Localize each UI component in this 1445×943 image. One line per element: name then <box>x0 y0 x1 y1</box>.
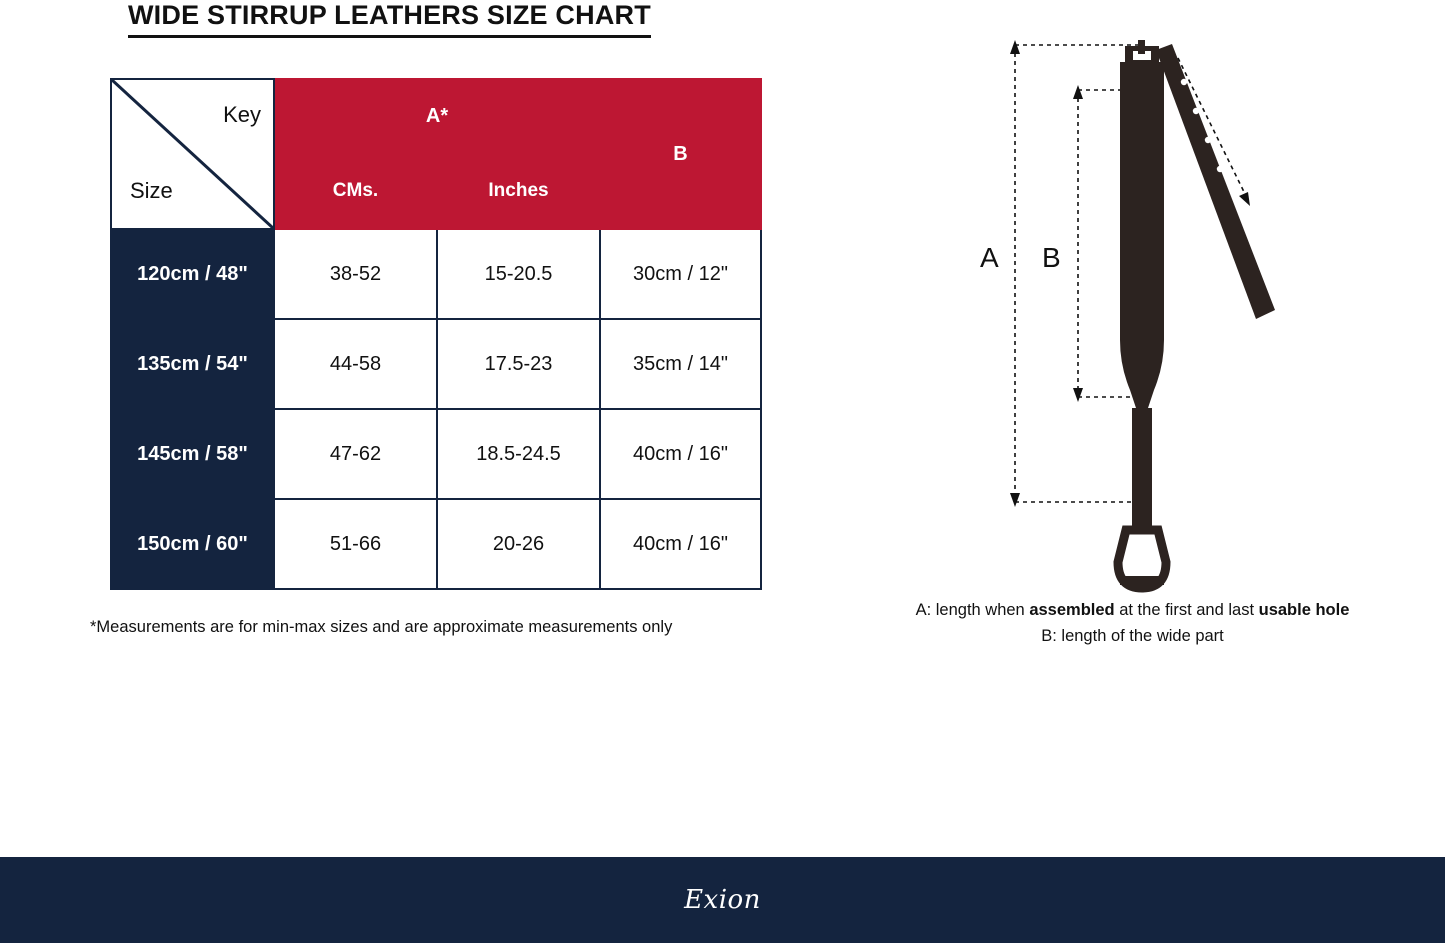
caption-a-prefix: A: length when <box>915 601 1030 619</box>
size-label: Size <box>130 178 173 203</box>
row-inches: 20-26 <box>437 499 600 589</box>
arrow-diagonal-icon <box>1239 192 1250 206</box>
row-inches: 17.5-23 <box>437 319 600 409</box>
size-chart-table <box>110 78 762 590</box>
sub-header-inches: Inches <box>437 153 600 229</box>
label-b: B <box>1042 242 1061 273</box>
arrow-down-icon <box>1010 493 1020 507</box>
brand-logo: Exion <box>684 885 761 915</box>
row-cms: 47-62 <box>274 409 437 499</box>
table-row <box>111 409 761 499</box>
group-header-a: A* <box>274 79 600 153</box>
caption-line-b: B: length of the wide part <box>1041 626 1224 645</box>
row-b: 40cm / 16" <box>600 409 761 499</box>
row-size: 120cm / 48" <box>111 229 274 319</box>
arrow-up-icon <box>1010 40 1020 54</box>
table-row <box>111 229 761 319</box>
row-size: 150cm / 60" <box>111 499 274 589</box>
caption-a-bold-assembled: assembled <box>1029 601 1115 619</box>
caption-a-bold-usable-hole: usable hole <box>1258 601 1350 619</box>
key-label: Key <box>223 102 261 127</box>
measurement-footnote: *Measurements are for min-max sizes and are approximate measurements only <box>90 618 673 636</box>
table-header-row-1 <box>111 79 761 153</box>
label-a: A <box>980 242 999 273</box>
arrow-up-icon <box>1073 85 1083 99</box>
table-row <box>111 319 761 409</box>
arrow-down-icon <box>1073 388 1083 402</box>
caption-line-a <box>820 598 1445 624</box>
table-row <box>111 499 761 589</box>
row-cms: 51-66 <box>274 499 437 589</box>
row-b: 30cm / 12" <box>600 229 761 319</box>
group-header-b: B <box>600 79 761 229</box>
key-size-diagonal-cell <box>111 79 274 229</box>
page-title: WIDE STIRRUP LEATHERS SIZE CHART <box>128 0 651 38</box>
sub-header-cms: CMs. <box>274 153 437 229</box>
row-cms: 44-58 <box>274 319 437 409</box>
stirrup-diagram-svg <box>820 10 1445 600</box>
row-inches: 15-20.5 <box>437 229 600 319</box>
row-inches: 18.5-24.5 <box>437 409 600 499</box>
right-panel <box>820 0 1445 700</box>
footer-bar <box>0 857 1445 943</box>
row-cms: 38-52 <box>274 229 437 319</box>
leather-body <box>1118 40 1275 588</box>
caption-a-mid: at the first and last <box>1114 601 1259 619</box>
row-size: 145cm / 58" <box>111 409 274 499</box>
diagram-caption <box>820 598 1445 649</box>
row-b: 40cm / 16" <box>600 499 761 589</box>
stirrup-leather-diagram <box>820 10 1445 600</box>
row-size: 135cm / 54" <box>111 319 274 409</box>
left-panel <box>0 0 800 700</box>
row-b: 35cm / 14" <box>600 319 761 409</box>
